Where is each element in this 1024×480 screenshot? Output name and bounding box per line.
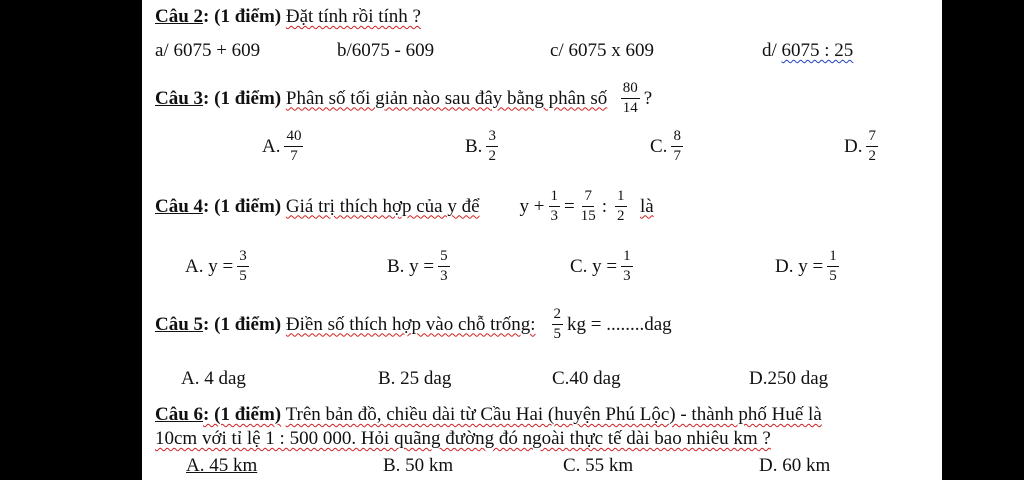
q4-option-c-letter: C. y = [570,255,618,277]
q5-eq: kg = ........dag [567,313,672,335]
q6-option-a [186,455,257,477]
q2-item-b: b/6075 - 609 [337,40,435,61]
q3-fraction-den: 14 [622,100,638,116]
q3-option-a [262,128,307,165]
q6-points: : (1 điểm) [203,404,282,425]
q4-points: : (1 điểm) [203,195,282,217]
q3-option-c-den: 7 [673,148,681,164]
q4-eq-mid: = [564,195,575,217]
q6-option-d: D. 60 km [759,455,831,476]
q4-option-d-num: 1 [827,248,839,267]
q2-item-a: a/ 6075 + 609 [155,40,261,61]
q3-prompt: Phân số tối giản nào sau đây bằng phân số [285,87,608,109]
q4-option-b-letter: B. y = [387,255,435,277]
q4-option-b [387,248,454,285]
q4-option-d [775,248,843,285]
q4-eq-div: : [601,195,608,217]
q5-prompt: Điền số thích hợp vào chỗ trống: [285,313,536,335]
q4-option-a-letter: A. y = [185,255,234,277]
q3-option-d-letter: D. [844,135,863,157]
q4-option-d-letter: D. y = [775,255,824,277]
q6-label: Câu 6 [155,404,204,425]
document-page [142,0,942,480]
q2-label: Câu 2 [155,6,204,27]
q4-f1-num: 1 [549,188,561,207]
q2-heading [155,6,421,28]
q3-option-c [650,128,687,165]
q4-fraction-3 [615,188,627,225]
q3-option-b-letter: B. [465,135,483,157]
q4-f1-den: 3 [550,208,559,224]
q6-line2 [155,428,771,450]
q6-heading [155,404,822,426]
q4-fraction-2 [579,188,598,225]
q4-f3-num: 1 [615,188,627,207]
q5-fraction [552,306,564,343]
q3-option-d-num: 7 [866,128,878,147]
q3-suffix: ? [643,87,653,109]
q3-option-b-den: 2 [488,148,496,164]
q4-f2-num: 7 [582,188,594,207]
q3-option-d [844,128,882,165]
q5-option-c: C.40 dag [552,368,621,389]
q4-option-b-num: 5 [438,248,450,267]
q6-line2-text: 10cm với tỉ lệ 1 : 500 000. Hỏi quãng đường đó ngoài thực tế dài bao nhiêu km ? [155,428,771,449]
q3-fraction [621,80,640,117]
q6-option-b: B. 50 km [383,455,454,476]
q2-item-d-prefix: d/ [762,40,782,61]
q5-option-b: B. 25 dag [378,368,452,389]
q5-points: : (1 điểm) [203,313,282,335]
q3-option-a-num: 40 [284,128,303,147]
q2-prompt: Đặt tính rồi tính ? [285,6,421,27]
q4-option-d-den: 5 [829,268,837,284]
q3-option-b-num: 3 [486,128,498,147]
q5-label: Câu 5 [155,313,204,335]
q6-option-c: C. 55 km [563,455,634,476]
q6-line1: Trên bản đồ, chiều dài từ Cầu Hai (huyện Phú Lộc) - thành phố Huế là [285,404,822,425]
q4-option-b-den: 3 [440,268,448,284]
q4-label: Câu 4 [155,195,204,217]
q4-heading [155,188,654,225]
q4-option-c-den: 3 [623,268,631,284]
q4-option-a [185,248,253,285]
q2-item-d [762,40,853,62]
q2-points: : (1 điểm) [203,6,282,27]
q3-fraction-num: 80 [621,80,640,99]
q5-option-a: A. 4 dag [181,368,246,389]
q4-f2-den: 15 [580,208,596,224]
q4-eq-start: y + [519,195,545,217]
q3-option-d-den: 2 [868,148,876,164]
q4-option-c [570,248,637,285]
q5-heading [155,306,672,343]
q4-option-a-num: 3 [237,248,249,267]
q4-option-c-num: 1 [621,248,633,267]
q4-fraction-1 [549,188,561,225]
q4-option-a-den: 5 [239,268,247,284]
q4-f3-den: 2 [617,208,625,224]
q3-option-c-num: 8 [671,128,683,147]
q4-prompt: Giá trị thích hợp của y để [285,195,480,217]
q4-suffix: là [640,195,654,217]
q5-fraction-den: 5 [553,326,562,342]
q2-item-c: c/ 6075 x 609 [550,40,654,61]
q5-option-d: D.250 dag [749,368,829,389]
q3-points: : (1 điểm) [203,87,282,109]
q3-option-b [465,128,502,165]
q3-heading [155,80,652,117]
q5-fraction-num: 2 [552,306,564,325]
q3-option-a-letter: A. [262,135,281,157]
q3-label: Câu 3 [155,87,204,109]
q6-option-a-text: A. 45 km [186,455,258,476]
q3-option-a-den: 7 [290,148,298,164]
q2-item-d-expr: 6075 : 25 [781,40,854,61]
q3-option-c-letter: C. [650,135,668,157]
